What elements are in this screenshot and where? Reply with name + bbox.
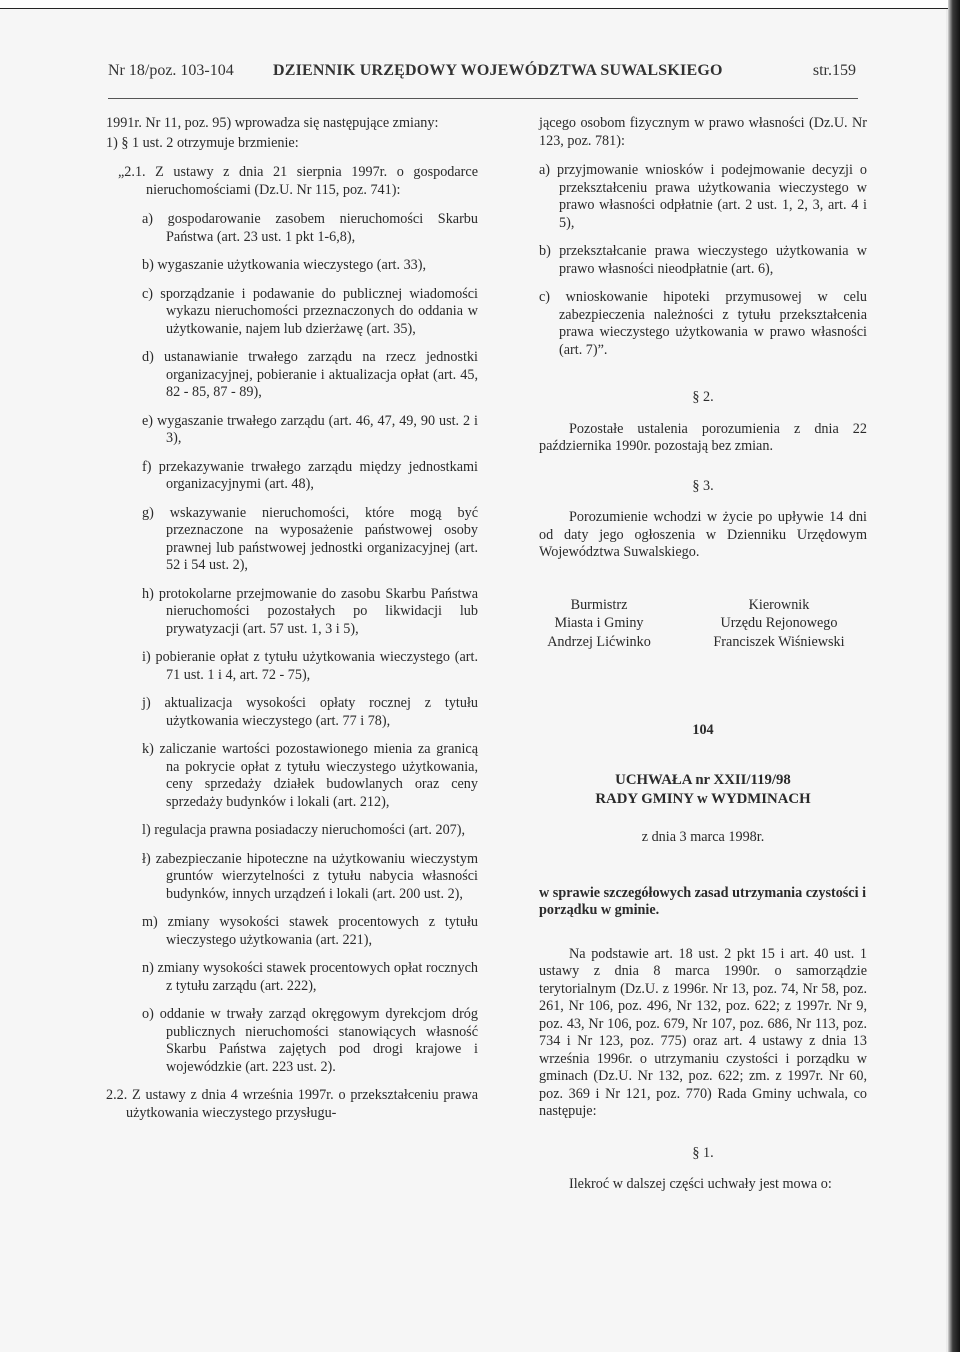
list-item-o: o) oddanie w trwały zarząd okręgowym dyrekcjom dróg publicznych nieruchomości stanowiących własność Skarbu Państwa zajętych pod drogi krajowe i wojewódzkie (art. 223 ust. 2). xyxy=(142,1006,478,1075)
list-item-f: f) przekazywanie trwałego zarządu między jednostkami organizacyjnymi (art. 48), xyxy=(142,458,478,492)
right-item-a: a) przyjmowanie wniosków i podejmowanie decyzji o przekształceniu prawa użytkowania wieczystego w prawo własności odpłatnie (art. 2 ust. 1, 2, 3, art. 4 i 5), xyxy=(539,162,867,231)
list-item-j: j) aktualizacja wysokości opłaty rocznej z tytułu użytkowania wieczystego (art. 77 i 78), xyxy=(142,695,478,729)
resolution-title-line-1: UCHWAŁA nr XXII/119/98 xyxy=(615,772,791,788)
section-2-1: „2.1. Z ustawy z dnia 21 sierpnia 1997r. o gospodarce nieruchomościami (Dz.U. Nr 115, poz. 741): xyxy=(118,164,478,198)
right-column xyxy=(539,115,867,1204)
resolution-subject: w sprawie szczegółowych zasad utrzymania czystości i porządku w gminie. xyxy=(539,884,867,918)
signature-head-line-3: Franciszek Wiśniewski xyxy=(713,633,845,650)
signature-head-line-2: Urzędu Rejonowego xyxy=(720,615,838,631)
list-item-n: n) zmiany wysokości stawek procentowych opłat rocznych z tytułu zarządu (art. 222), xyxy=(142,960,478,994)
section-2-text: Pozostałe ustalenia porozumienia z dnia 22 października 1990r. pozostają bez zmian. xyxy=(539,420,867,454)
continued-text: jącego osobom fizycznym w prawo własności (Dz.U. Nr 123, poz. 781): xyxy=(539,115,867,149)
intro-text: 1991r. Nr 11, poz. 95) wprowadza się następujące zmiany: xyxy=(106,115,439,131)
section-2-2: 2.2. Z ustawy z dnia 4 września 1997r. o przekształceniu prawa użytkowania wieczystego przysługu- xyxy=(106,1087,478,1121)
resolution-date: z dnia 3 marca 1998r. xyxy=(641,829,765,845)
scan-right-edge xyxy=(948,0,960,1352)
list-item-l-stroke: ł) zabezpieczanie hipoteczne na użytkowaniu wieczystym gruntów wierzytelności z tytułu nabycia własności budynków, innych urządzeń i lokali (art. 200 ust. 2), xyxy=(142,850,478,902)
signature-mayor-line-3: Andrzej Lićwinko xyxy=(547,633,651,650)
scan-top-edge xyxy=(0,0,960,9)
list-item-m: m) zmiany wysokości stawek procentowych z tytułu wieczystego użytkowania (art. 221), xyxy=(142,914,478,948)
signature-mayor xyxy=(539,596,659,652)
resolution-title xyxy=(539,771,867,809)
section-1-heading: § 1. xyxy=(692,1144,714,1161)
resolution-title-line-2: RADY GMINY w WYDMINACH xyxy=(595,791,811,807)
list-item-e: e) wygaszanie trwałego zarządu (art. 46, 47, 49, 90 ust. 2 i 3), xyxy=(142,412,478,446)
list-item-a: a) gospodarowanie zasobem nieruchomości Skarbu Państwa (art. 23 ust. 1 pkt 1-6,8), xyxy=(142,211,478,245)
list-item-l: l) regulacja prawna posiadaczy nieruchomości (art. 207), xyxy=(142,822,466,838)
signature-mayor-line-2: Miasta i Gminy xyxy=(554,615,644,631)
page-number: str.159 xyxy=(812,62,856,79)
header-rule xyxy=(108,98,858,99)
left-column xyxy=(106,115,478,1132)
right-item-c: c) wnioskowanie hipoteki przymusowej w celu zabezpieczenia należności z tytułu przekształcenia prawa wieczystego użytkowania w prawo własności (art. 7)”. xyxy=(539,289,867,358)
list-item-h: h) protokolarne przejmowanie do zasobu Skarbu Państwa nieruchomości pozostałych po likwidacji lub prywatyzacji (art. 57 ust. 1, 3 i 5), xyxy=(142,585,478,637)
list-item-b: b) wygaszanie użytkowania wieczystego (art. 33), xyxy=(142,257,427,273)
list-item-d: d) ustanawianie trwałego zarządu na rzecz jednostki organizacyjnej, pobieranie i aktualizacja opłat (art. 45, 82 - 85, 87 - 89), xyxy=(142,349,478,400)
list-item-c: c) sporządzanie i podawanie do publicznej wiadomości wykazu nieruchomości przeznaczonych do oddania w użytkowanie, najem lub dzierżawę (art. 35), xyxy=(142,285,478,337)
section-2-heading: § 2. xyxy=(692,389,714,405)
signatures xyxy=(539,596,867,656)
legal-basis: Na podstawie art. 18 ust. 2 pkt 15 i art. 40 ust. 1 ustawy z dnia 8 marca 1990r. o samorządzie terytorialnym (Dz.U. z 1996r. Nr 13, poz. 74, Nr 58, poz. 261, Nr 106, poz. 496, Nr 132, poz. 622; z 1997r. Nr 9, poz. 43, Nr 106, poz. 679, Nr 107, poz. 686, Nr 113, poz. 734 i Nr 123, poz. 775) oraz art. 4 ustawy z dnia 13 września 1996r. o utrzymaniu czystości i porządku w gminach (Dz.U. Nr 132, poz. 622; zm. z 1997r. Nr 60, poz. 369 i Nr 121, poz. 770) Rada Gminy uchwala, co następuje: xyxy=(539,945,867,1119)
page-header xyxy=(108,62,864,88)
section-1-text: Ilekroć w dalszej części uchwały jest mowa o: xyxy=(569,1176,832,1192)
change-item-1: 1) § 1 ust. 2 otrzymuje brzmienie: xyxy=(106,134,299,151)
list-item-g: g) wskazywanie nieruchomości, które mogą być przeznaczone na wyposażenie państwowej osoby prawnej lub państwowej jednostki organizacyjnej (art. 52 i 54 ust. 2), xyxy=(142,504,478,573)
signature-head xyxy=(689,596,869,652)
section-3-text: Porozumienie wchodzi w życie po upływie 14 dni od daty jego ogłoszenia w Dzienniku Urzędowym Województwa Suwalskiego. xyxy=(539,509,867,560)
journal-title: DZIENNIK URZĘDOWY WOJEWÓDZTWA SUWALSKIEGO xyxy=(273,62,723,79)
list-item-i: i) pobieranie opłat z tytułu użytkowania wieczystego (art. 71 ust. 1 i 4, art. 72 - 75), xyxy=(142,649,478,683)
section-3-heading: § 3. xyxy=(692,477,714,494)
document-number: 104 xyxy=(692,721,714,738)
signature-head-line-1: Kierownik xyxy=(748,596,810,613)
signature-mayor-line-1: Burmistrz xyxy=(570,596,628,613)
issue-number: Nr 18/poz. 103-104 xyxy=(108,62,234,79)
right-item-b: b) przekształcanie prawa wieczystego użytkowania w prawo własności nieodpłatnie (art. 6), xyxy=(539,243,867,277)
list-item-k: k) zaliczanie wartości pozostawionego mienia za granicą na pokrycie opłat z tytułu wieczystego użytkowania, ceny sprzedaży działek budowlanych oraz ceny sprzedaży budynków i lokali (art. 212), xyxy=(142,741,478,810)
